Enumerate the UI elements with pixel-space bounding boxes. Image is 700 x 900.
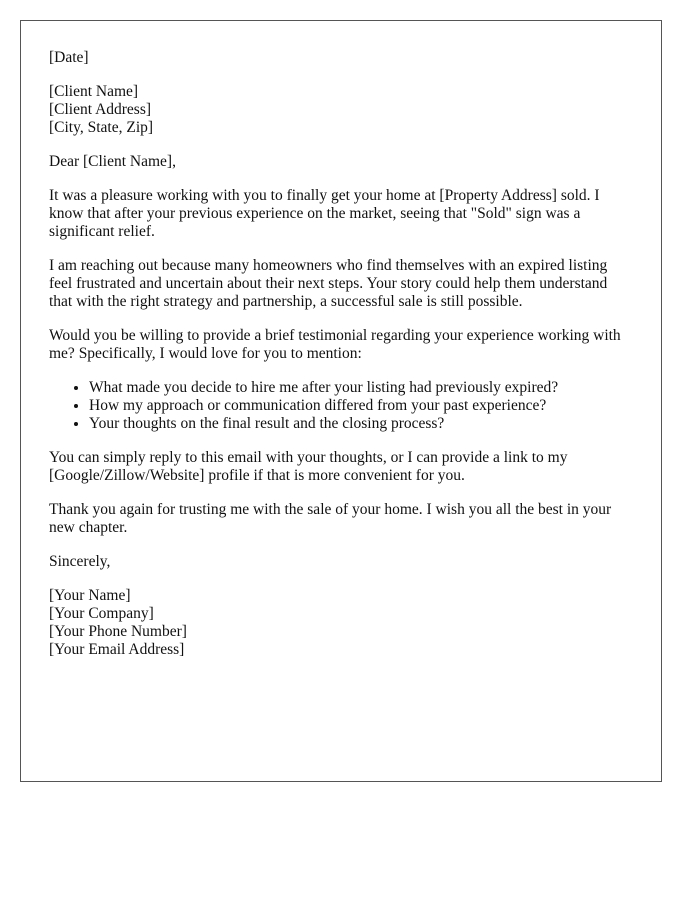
recipient-block bbox=[49, 83, 633, 137]
letter-page bbox=[20, 20, 662, 782]
recipient-city-state-zip: [City, State, Zip] bbox=[49, 119, 154, 136]
closing-paragraph-2: Thank you again for trusting me with the sale of your home. I wish you all the best in your new chapter. bbox=[49, 501, 612, 536]
salutation: Dear [Client Name], bbox=[49, 153, 176, 170]
body-paragraph-1: It was a pleasure working with you to finally get your home at [Property Address] sold. I know that after your previous experience on the market, seeing that "Sold" sign was a significant relief. bbox=[49, 187, 600, 240]
date-line: [Date] bbox=[49, 49, 89, 66]
recipient-address: [Client Address] bbox=[49, 101, 152, 118]
signoff: Sincerely, bbox=[49, 553, 111, 570]
sender-phone: [Your Phone Number] bbox=[49, 623, 187, 640]
sender-company: [Your Company] bbox=[49, 605, 154, 622]
sender-email: [Your Email Address] bbox=[49, 641, 185, 658]
question-item-3: • Your thoughts on the final result and the closing process? bbox=[89, 415, 633, 433]
recipient-name: [Client Name] bbox=[49, 83, 139, 100]
sender-name: [Your Name] bbox=[49, 587, 131, 604]
closing-paragraph-1: You can simply reply to this email with your thoughts, or I can provide a link to my [Google/Zillow/Website] profile if that is more convenient for you. bbox=[49, 449, 568, 484]
question-item-2: • How my approach or communication differed from your past experience? bbox=[89, 397, 633, 415]
question-item-1: • What made you decide to hire me after your listing had previously expired? bbox=[89, 379, 633, 397]
body-paragraph-3: Would you be willing to provide a brief testimonial regarding your experience working with me? Specifically, I would love for you to mention: bbox=[49, 327, 621, 362]
sender-block bbox=[49, 587, 633, 659]
question-list bbox=[49, 379, 633, 433]
body-paragraph-2: I am reaching out because many homeowners who find themselves with an expired listing feel frustrated and uncertain about their next steps. Your story could help them understand that with the right strategy and partnership, a successful sale is still possible. bbox=[49, 257, 608, 310]
